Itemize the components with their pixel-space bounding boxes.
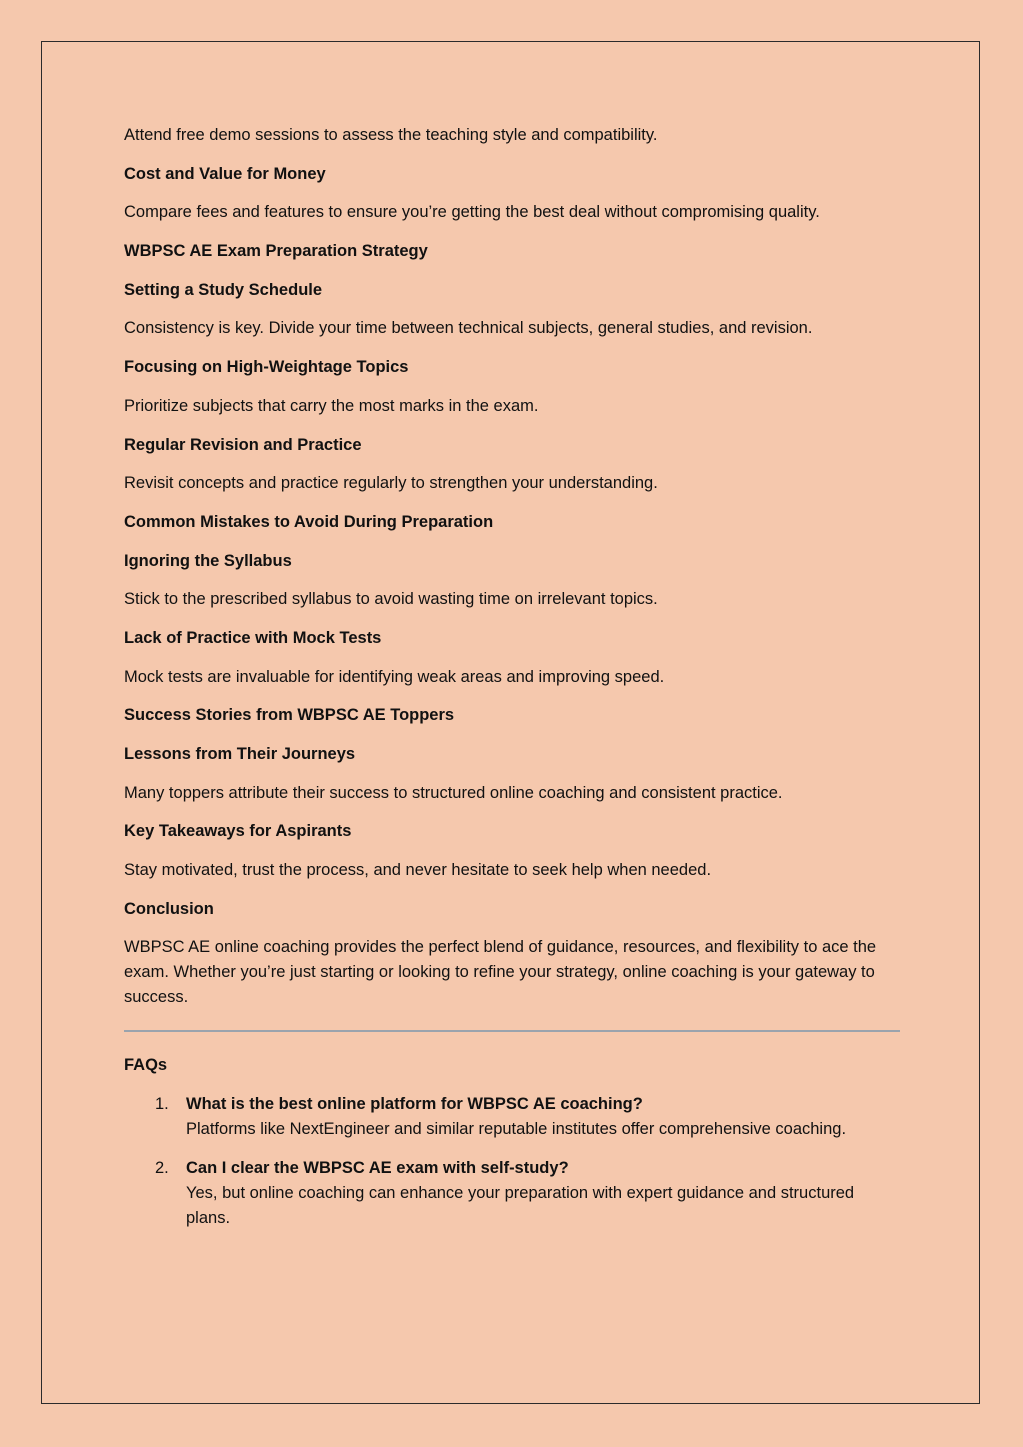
section-heading: Ignoring the Syllabus (124, 551, 292, 570)
section-heading: Key Takeaways for Aspirants (124, 822, 352, 841)
paragraph: Mock tests are invaluable for identifying weak areas and improving speed. (124, 667, 665, 686)
section-heading: Focusing on High-Weightage Topics (124, 358, 409, 377)
section-heading: WBPSC AE Exam Preparation Strategy (124, 242, 428, 261)
section-heading: Setting a Study Schedule (124, 280, 323, 299)
faq-question: Can I clear the WBPSC AE exam with self-study? (186, 1158, 569, 1177)
paragraph: Many toppers attribute their success to structured online coaching and consistent practice. (124, 783, 783, 802)
section-heading: Common Mistakes to Avoid During Preparation (124, 512, 494, 531)
section-heading: Lessons from Their Journeys (124, 745, 356, 763)
article-body (124, 123, 900, 1010)
section-heading: Conclusion (124, 899, 214, 918)
paragraph: Revisit concepts and practice regularly to strengthen your understanding. (124, 474, 658, 493)
section-divider (124, 1030, 900, 1032)
paragraph: Stay motivated, trust the process, and never hesitate to seek help when needed. (124, 861, 712, 880)
faq-item (124, 1156, 900, 1231)
faq-question: What is the best online platform for WBPSC AE coaching? (186, 1095, 643, 1114)
faq-item (124, 1092, 900, 1142)
faq-answer: Yes, but online coaching can enhance your preparation with expert guidance and structured plans. (186, 1183, 855, 1227)
section-heading: Lack of Practice with Mock Tests (124, 628, 382, 647)
faqs-heading: FAQs (124, 1056, 168, 1075)
section-heading: Success Stories from WBPSC AE Toppers (124, 706, 455, 725)
faq-answer: Platforms like NextEngineer and similar reputable institutes offer comprehensive coaching. (186, 1120, 847, 1139)
faq-number: 1. (155, 1095, 169, 1114)
paragraph: Attend free demo sessions to assess the teaching style and compatibility. (124, 126, 658, 144)
section-heading: Cost and Value for Money (124, 164, 326, 183)
paragraph: Compare fees and features to ensure you’re getting the best deal without compromising quality. (124, 203, 820, 222)
faq-list (124, 1092, 900, 1231)
section-heading: Regular Revision and Practice (124, 435, 362, 454)
faq-number: 2. (155, 1158, 169, 1177)
paragraph: Stick to the prescribed syllabus to avoid wasting time on irrelevant topics. (124, 590, 658, 609)
paragraph: Prioritize subjects that carry the most marks in the exam. (124, 396, 539, 415)
paragraph: Consistency is key. Divide your time between technical subjects, general studies, and revision. (124, 319, 813, 338)
paragraph: WBPSC AE online coaching provides the perfect blend of guidance, resources, and flexibility to ace the exam. Whether you’re just starting or looking to refine your strategy, online coaching is your gateway to success. (124, 938, 877, 1007)
document-content (124, 123, 900, 1245)
